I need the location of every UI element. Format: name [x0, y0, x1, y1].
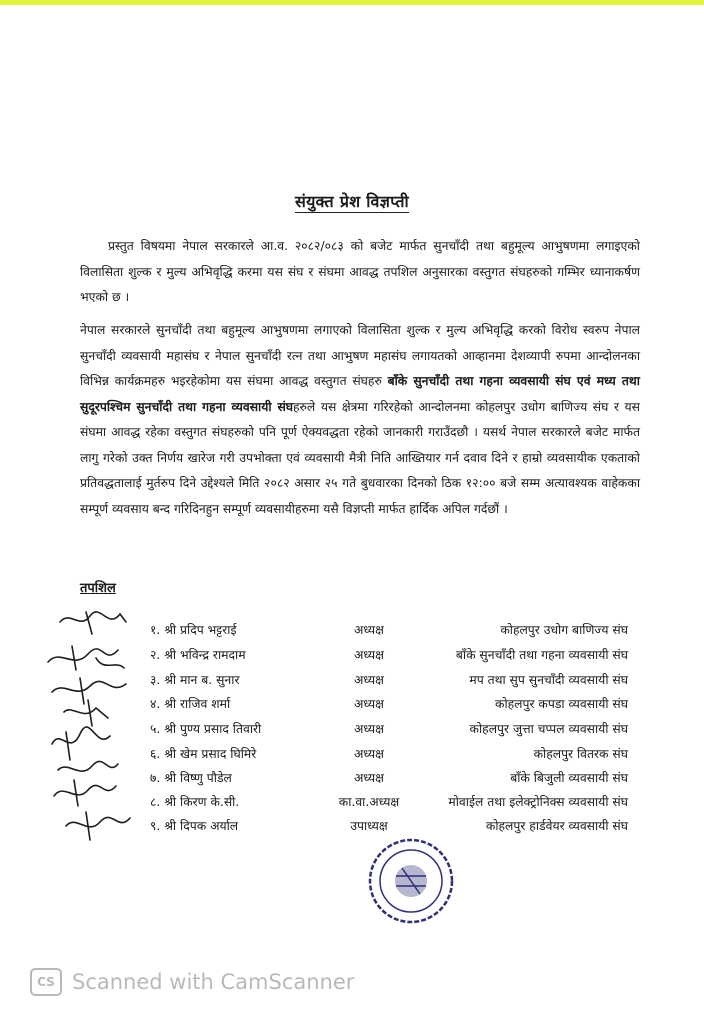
signatory-organization: कोहलपुर वितरक संघ: [533, 747, 628, 761]
signatory-row: [0, 718, 704, 740]
signatory-organization: कोहलपुर उधोग बाणिज्य संघ: [500, 623, 628, 637]
signatory-organization: मोवाईल तथा इलेक्ट्रोनिक्स व्यवसायी संघ: [448, 795, 628, 809]
main-paragraph-bold: बाँके सुनचाँदी तथा गहना व्यवसायी संघ एवं मध्य तथा सुदूरपश्चिम सुनचाँदी तथा गहना व्यवसायी संघ: [80, 374, 640, 414]
signatory-position: अध्यक्ष: [354, 648, 384, 662]
signatory-row: [0, 644, 704, 666]
signatory-position: का.वा.अध्यक्ष: [338, 795, 400, 809]
top-color-strip: [0, 0, 704, 5]
official-seal-stamp: [366, 836, 456, 926]
signatory-name: २. श्री भविन्द्र रामदाम: [150, 648, 246, 662]
signatory-position: अध्यक्ष: [354, 747, 384, 761]
signatory-row: [0, 743, 704, 765]
signatory-position: अध्यक्ष: [354, 771, 384, 785]
signatory-name: १. श्री प्रदिप भट्टराई: [150, 623, 237, 637]
signatory-position: अध्यक्ष: [354, 697, 384, 711]
signatory-organization: बाँके सुनचाँदी तथा गहना व्यवसायी संघ: [455, 648, 628, 662]
signatory-row: [0, 815, 704, 837]
signatory-name: ७. श्री विष्णु पौडेल: [150, 771, 232, 785]
signatory-name: ४. श्री राजिव शर्मा: [150, 697, 231, 711]
signatory-position: अध्यक्ष: [354, 722, 384, 736]
signatory-organization: मप तथा सुप सुनचाँदी व्यवसायी संघ: [469, 673, 628, 687]
main-paragraph-part2: हरुले यस क्षेत्रमा गरिरहेको आन्दोलनमा कोहलपुर उधोग बाणिज्य संघ र यस संघमा आवद्ध रहेका वस्तुगत संघहरुको पनि पूर्ण ऐक्यवद्धता रहेको जानकारी गराउँदछौ । यसर्थ नेपाल सरकारले बजेट मार्फत लागु गरेको उक्त निर्णय खारेज गरी उपभोक्ता एवं व्यवसायी मैत्री निति आख्तियार गर्न दवाव दिने र हाम्रो व्यवसायीक एकताको प्रतिवद्धतालाई मुर्तरुप दिने उद्देश्यले मिति २०८२ असार २५ गते बुधवारका दिनको ठिक १२:०० बजे सम्म अत्यावश्यक वाहेकका सम्पूर्ण व्यवसाय बन्द गरिदिनहुन सम्पूर्ण व्यवसायीहरुमा यसै विज्ञप्ती मार्फत हार्दिक अपिल गर्दछौं ।: [80, 399, 640, 516]
signatory-name: ३. श्री मान ब. सुनार: [150, 673, 240, 687]
signatory-organization: कोहलपुर जुत्ता चप्पल व्यवसायी संघ: [469, 722, 628, 736]
signatory-position: अध्यक्ष: [354, 673, 384, 687]
signatory-name: ९. श्री दिपक अर्याल: [150, 819, 239, 833]
signatory-row: [0, 669, 704, 691]
signatory-organization: कोहलपुर हार्डवेयर व्यवसायी संघ: [485, 819, 628, 833]
signatory-row: [0, 767, 704, 789]
signatory-row: [0, 693, 704, 715]
signatory-name: ५. श्री पुण्य प्रसाद तिवारी: [150, 722, 262, 736]
main-paragraph: [80, 318, 640, 522]
signatory-organization: बाँके बिजुली व्यवसायी संघ: [510, 771, 628, 785]
document-title: [0, 190, 704, 212]
signatory-position: उपाध्यक्ष: [350, 819, 388, 833]
signatory-name: ८. श्री किरण के.सी.: [150, 795, 240, 809]
signatory-row: [0, 619, 704, 641]
signatory-name: ६. श्री खेम प्रसाद घिमिरे: [150, 747, 257, 761]
document-title-text: संयुक्त प्रेश विज्ञप्ती: [294, 192, 409, 211]
camscanner-logo-icon: CS: [30, 968, 62, 996]
intro-paragraph: प्रस्तुत विषयमा नेपाल सरकारले आ.व. २०८२/०८३ को बजेट मार्फत सुनचाँदी तथा बहुमूल्य आभुषणमा लगाइएको विलासिता शुल्क र मुल्य अभिवृद्धि करमा यस संघ र संघमा आवद्ध तपशिल अनुसारका वस्तुगत संघहरुको गम्भिर ध्यानाकर्षण भएको छ ।: [80, 239, 640, 304]
watermark-text: Scanned with CamScanner: [72, 970, 355, 994]
signatory-row: [0, 791, 704, 813]
scanner-watermark: [30, 968, 354, 996]
signatory-organization: कोहलपुर कपडा व्यवसायी संघ: [495, 697, 628, 711]
signatory-position: अध्यक्ष: [354, 623, 384, 637]
main-paragraph-part1: नेपाल सरकारले सुनचाँदी तथा बहुमूल्य आभुषणमा लगाएको विलासिता शुल्क र मुल्य अभिवृद्धि करको विरोध स्वरुप नेपाल सुनचाँदी व्यवसायी महासंघ र नेपाल सुनचाँदी रत्न तथा आभुषण महासंघ लगायतको आव्हानमा देशव्यापी रुपमा आन्दोलनका विभिन्न कार्यक्रमहरु भइरहेकोमा यस संघमा आवद्ध वस्तुगत संघहरु: [80, 323, 640, 388]
section-heading: तपशिल: [80, 581, 116, 596]
